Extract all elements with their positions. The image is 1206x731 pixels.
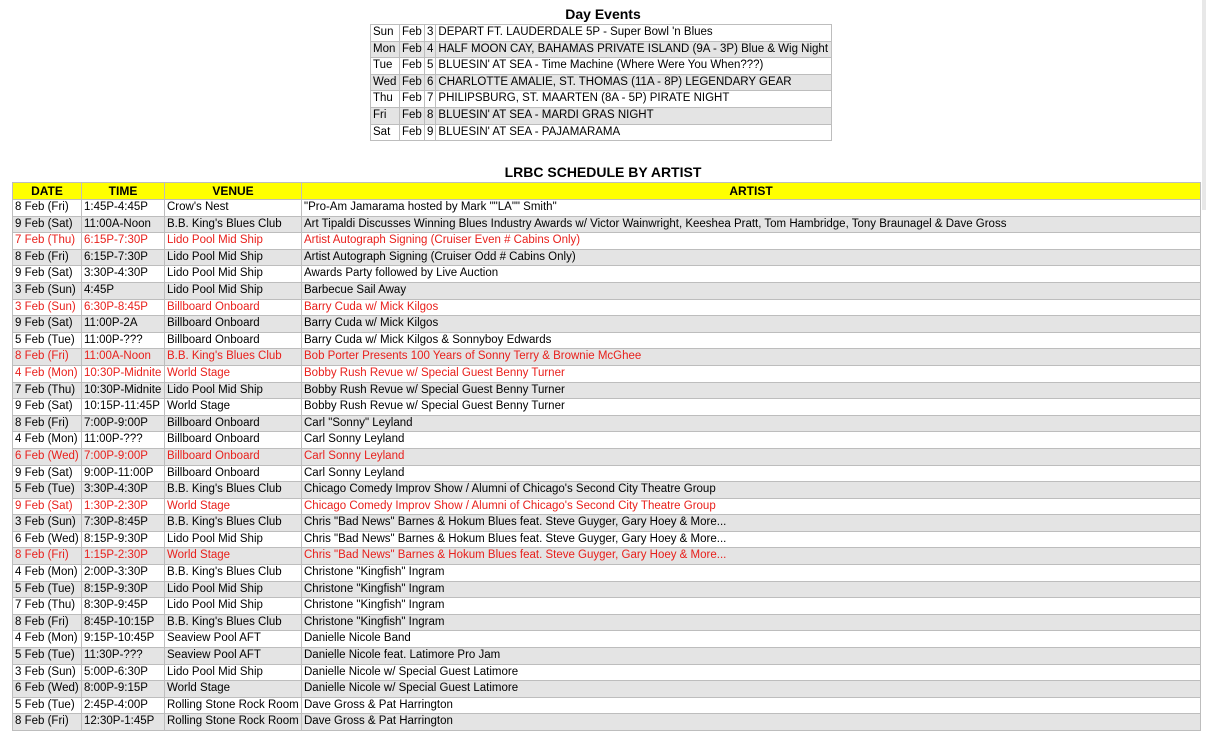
- venue-cell[interactable]: Crow's Nest: [165, 200, 302, 217]
- day-number-cell[interactable]: 9: [425, 124, 436, 141]
- artist-cell[interactable]: "Pro-Am Jamarama hosted by Mark ""LA"" Smith": [302, 200, 1201, 217]
- venue-cell[interactable]: World Stage: [165, 365, 302, 382]
- schedule-row: [13, 200, 1201, 217]
- month-cell[interactable]: Feb: [400, 74, 425, 91]
- date-cell[interactable]: 7 Feb (Thu): [13, 598, 82, 615]
- time-cell[interactable]: 11:00A-Noon: [82, 216, 165, 233]
- date-cell[interactable]: 8 Feb (Fri): [13, 415, 82, 432]
- time-cell[interactable]: 8:45P-10:15P: [82, 614, 165, 631]
- month-cell[interactable]: Feb: [400, 91, 425, 108]
- schedule-row: [13, 216, 1201, 233]
- date-cell[interactable]: 3 Feb (Sun): [13, 282, 82, 299]
- date-cell[interactable]: 9 Feb (Sat): [13, 498, 82, 515]
- schedule-row: [13, 548, 1201, 565]
- event-cell[interactable]: HALF MOON CAY, BAHAMAS PRIVATE ISLAND (9A - 3P) Blue & Wig Night: [436, 41, 832, 58]
- venue-cell[interactable]: B.B. King's Blues Club: [165, 482, 302, 499]
- artist-cell[interactable]: Chris "Bad News" Barnes & Hokum Blues feat. Steve Guyger, Gary Hoey & More...: [302, 531, 1201, 548]
- date-cell[interactable]: 4 Feb (Mon): [13, 365, 82, 382]
- venue-cell[interactable]: Rolling Stone Rock Room: [165, 697, 302, 714]
- schedule-row: [13, 282, 1201, 299]
- time-cell[interactable]: 7:00P-9:00P: [82, 415, 165, 432]
- artist-cell[interactable]: Chicago Comedy Improv Show / Alumni of Chicago's Second City Theatre Group: [302, 498, 1201, 515]
- schedule-row: [13, 448, 1201, 465]
- day-of-week-cell[interactable]: Wed: [371, 74, 400, 91]
- time-cell[interactable]: 8:00P-9:15P: [82, 681, 165, 698]
- venue-cell[interactable]: Seaview Pool AFT: [165, 631, 302, 648]
- date-cell[interactable]: 4 Feb (Mon): [13, 631, 82, 648]
- date-cell[interactable]: 3 Feb (Sun): [13, 299, 82, 316]
- date-cell[interactable]: 5 Feb (Tue): [13, 648, 82, 665]
- venue-cell[interactable]: B.B. King's Blues Club: [165, 349, 302, 366]
- schedule-row: [13, 648, 1201, 665]
- time-cell[interactable]: 11:30P-???: [82, 648, 165, 665]
- date-cell[interactable]: 6 Feb (Wed): [13, 531, 82, 548]
- time-cell[interactable]: 11:00A-Noon: [82, 349, 165, 366]
- vertical-scrollbar[interactable]: [1202, 0, 1206, 210]
- venue-cell[interactable]: B.B. King's Blues Club: [165, 614, 302, 631]
- schedule-row: [13, 482, 1201, 499]
- artist-cell[interactable]: Barbecue Sail Away: [302, 282, 1201, 299]
- artist-column-header[interactable]: ARTIST: [302, 183, 1201, 200]
- date-cell[interactable]: 9 Feb (Sat): [13, 465, 82, 482]
- time-cell[interactable]: 4:45P: [82, 282, 165, 299]
- time-cell[interactable]: 10:30P-Midnite: [82, 382, 165, 399]
- time-cell[interactable]: 2:00P-3:30P: [82, 565, 165, 582]
- venue-cell[interactable]: World Stage: [165, 399, 302, 416]
- date-cell[interactable]: 5 Feb (Tue): [13, 332, 82, 349]
- time-cell[interactable]: 6:15P-7:30P: [82, 233, 165, 250]
- artist-cell[interactable]: Barry Cuda w/ Mick Kilgos: [302, 299, 1201, 316]
- time-cell[interactable]: 6:15P-7:30P: [82, 249, 165, 266]
- venue-cell[interactable]: Billboard Onboard: [165, 332, 302, 349]
- artist-cell[interactable]: Christone "Kingfish" Ingram: [302, 598, 1201, 615]
- time-cell[interactable]: 1:45P-4:45P: [82, 200, 165, 217]
- venue-cell[interactable]: World Stage: [165, 548, 302, 565]
- artist-cell[interactable]: Carl Sonny Leyland: [302, 465, 1201, 482]
- artist-cell[interactable]: Danielle Nicole w/ Special Guest Latimore: [302, 681, 1201, 698]
- date-cell[interactable]: 3 Feb (Sun): [13, 515, 82, 532]
- schedule-row: [13, 399, 1201, 416]
- day-number-cell[interactable]: 5: [425, 58, 436, 75]
- schedule-row: [13, 365, 1201, 382]
- artist-cell[interactable]: Art Tipaldi Discusses Winning Blues Industry Awards w/ Victor Wainwright, Keeshea Pratt, Tom Hambridge, Tony Braunagel & Dave Gross: [302, 216, 1201, 233]
- time-cell[interactable]: 7:30P-8:45P: [82, 515, 165, 532]
- day-number-cell[interactable]: 3: [425, 25, 436, 42]
- month-cell[interactable]: Feb: [400, 124, 425, 141]
- day-of-week-cell[interactable]: Thu: [371, 91, 400, 108]
- artist-cell[interactable]: Carl Sonny Leyland: [302, 448, 1201, 465]
- time-cell[interactable]: 10:15P-11:45P: [82, 399, 165, 416]
- event-cell[interactable]: DEPART FT. LAUDERDALE 5P - Super Bowl 'n Blues: [436, 25, 832, 42]
- schedule-row: [13, 316, 1201, 333]
- schedule-row: [13, 233, 1201, 250]
- schedule-row: [13, 349, 1201, 366]
- day-events-table: [370, 24, 832, 141]
- venue-cell[interactable]: Seaview Pool AFT: [165, 648, 302, 665]
- date-cell[interactable]: 5 Feb (Tue): [13, 482, 82, 499]
- schedule-row: [13, 249, 1201, 266]
- time-cell[interactable]: 12:30P-1:45P: [82, 714, 165, 731]
- day-event-row: [371, 107, 832, 124]
- event-cell[interactable]: BLUESIN' AT SEA - MARDI GRAS NIGHT: [436, 107, 832, 124]
- date-cell[interactable]: 9 Feb (Sat): [13, 266, 82, 283]
- day-of-week-cell[interactable]: Sun: [371, 25, 400, 42]
- date-cell[interactable]: 8 Feb (Fri): [13, 548, 82, 565]
- schedule-header-row: [13, 183, 1201, 200]
- date-cell[interactable]: 8 Feb (Fri): [13, 349, 82, 366]
- venue-column-header[interactable]: VENUE: [165, 183, 302, 200]
- venue-cell[interactable]: Lido Pool Mid Ship: [165, 249, 302, 266]
- time-cell[interactable]: 7:00P-9:00P: [82, 448, 165, 465]
- day-event-row: [371, 41, 832, 58]
- time-cell[interactable]: 8:15P-9:30P: [82, 531, 165, 548]
- date-cell[interactable]: 8 Feb (Fri): [13, 200, 82, 217]
- date-cell[interactable]: 5 Feb (Tue): [13, 697, 82, 714]
- artist-cell[interactable]: Chicago Comedy Improv Show / Alumni of Chicago's Second City Theatre Group: [302, 482, 1201, 499]
- schedule-row: [13, 498, 1201, 515]
- venue-cell[interactable]: Lido Pool Mid Ship: [165, 282, 302, 299]
- date-cell[interactable]: 7 Feb (Thu): [13, 233, 82, 250]
- day-event-row: [371, 124, 832, 141]
- schedule-row: [13, 415, 1201, 432]
- venue-cell[interactable]: Rolling Stone Rock Room: [165, 714, 302, 731]
- day-of-week-cell[interactable]: Tue: [371, 58, 400, 75]
- artist-cell[interactable]: Awards Party followed by Live Auction: [302, 266, 1201, 283]
- time-cell[interactable]: 9:15P-10:45P: [82, 631, 165, 648]
- date-cell[interactable]: 9 Feb (Sat): [13, 399, 82, 416]
- schedule-row: [13, 581, 1201, 598]
- schedule-row: [13, 332, 1201, 349]
- date-cell[interactable]: 5 Feb (Tue): [13, 581, 82, 598]
- schedule-row: [13, 681, 1201, 698]
- time-cell[interactable]: 5:00P-6:30P: [82, 664, 165, 681]
- venue-cell[interactable]: Lido Pool Mid Ship: [165, 382, 302, 399]
- schedule-row: [13, 565, 1201, 582]
- artist-cell[interactable]: Bobby Rush Revue w/ Special Guest Benny Turner: [302, 382, 1201, 399]
- time-cell[interactable]: 1:15P-2:30P: [82, 548, 165, 565]
- day-event-row: [371, 58, 832, 75]
- day-number-cell[interactable]: 6: [425, 74, 436, 91]
- artist-cell[interactable]: Dave Gross & Pat Harrington: [302, 714, 1201, 731]
- time-cell[interactable]: 11:00P-???: [82, 432, 165, 449]
- month-cell[interactable]: Feb: [400, 107, 425, 124]
- artist-cell[interactable]: Bob Porter Presents 100 Years of Sonny Terry & Brownie McGhee: [302, 349, 1201, 366]
- venue-cell[interactable]: Lido Pool Mid Ship: [165, 664, 302, 681]
- time-cell[interactable]: 8:15P-9:30P: [82, 581, 165, 598]
- month-cell[interactable]: Feb: [400, 58, 425, 75]
- date-cell[interactable]: 6 Feb (Wed): [13, 448, 82, 465]
- time-cell[interactable]: 6:30P-8:45P: [82, 299, 165, 316]
- date-cell[interactable]: 9 Feb (Sat): [13, 216, 82, 233]
- date-cell[interactable]: 8 Feb (Fri): [13, 249, 82, 266]
- day-events-title: Day Events: [565, 6, 641, 22]
- date-cell[interactable]: 9 Feb (Sat): [13, 316, 82, 333]
- event-cell[interactable]: BLUESIN' AT SEA - PAJAMARAMA: [436, 124, 832, 141]
- time-cell[interactable]: 10:30P-Midnite: [82, 365, 165, 382]
- schedule-row: [13, 664, 1201, 681]
- artist-cell[interactable]: Danielle Nicole Band: [302, 631, 1201, 648]
- schedule-row: [13, 714, 1201, 731]
- schedule-table: [12, 182, 1201, 731]
- schedule-row: [13, 382, 1201, 399]
- artist-cell[interactable]: Danielle Nicole feat. Latimore Pro Jam: [302, 648, 1201, 665]
- date-column-header[interactable]: DATE: [13, 183, 82, 200]
- artist-cell[interactable]: Carl "Sonny" Leyland: [302, 415, 1201, 432]
- time-cell[interactable]: 1:30P-2:30P: [82, 498, 165, 515]
- artist-cell[interactable]: Chris "Bad News" Barnes & Hokum Blues feat. Steve Guyger, Gary Hoey & More...: [302, 548, 1201, 565]
- artist-cell[interactable]: Barry Cuda w/ Mick Kilgos & Sonnyboy Edwards: [302, 332, 1201, 349]
- time-cell[interactable]: 3:30P-4:30P: [82, 266, 165, 283]
- time-cell[interactable]: 11:00P-2A: [82, 316, 165, 333]
- venue-cell[interactable]: Lido Pool Mid Ship: [165, 598, 302, 615]
- artist-cell[interactable]: Artist Autograph Signing (Cruiser Even # Cabins Only): [302, 233, 1201, 250]
- time-cell[interactable]: 9:00P-11:00P: [82, 465, 165, 482]
- day-of-week-cell[interactable]: Fri: [371, 107, 400, 124]
- venue-cell[interactable]: Billboard Onboard: [165, 448, 302, 465]
- artist-cell[interactable]: Bobby Rush Revue w/ Special Guest Benny Turner: [302, 365, 1201, 382]
- event-cell[interactable]: BLUESIN' AT SEA - Time Machine (Where Were You When???): [436, 58, 832, 75]
- artist-cell[interactable]: Christone "Kingfish" Ingram: [302, 565, 1201, 582]
- day-of-week-cell[interactable]: Sat: [371, 124, 400, 141]
- venue-cell[interactable]: Billboard Onboard: [165, 465, 302, 482]
- time-column-header[interactable]: TIME: [82, 183, 165, 200]
- venue-cell[interactable]: Lido Pool Mid Ship: [165, 581, 302, 598]
- artist-cell[interactable]: Carl Sonny Leyland: [302, 432, 1201, 449]
- day-of-week-cell[interactable]: Mon: [371, 41, 400, 58]
- time-cell[interactable]: 11:00P-???: [82, 332, 165, 349]
- schedule-row: [13, 266, 1201, 283]
- event-cell[interactable]: PHILIPSBURG, ST. MAARTEN (8A - 5P) PIRATE NIGHT: [436, 91, 832, 108]
- month-cell[interactable]: Feb: [400, 41, 425, 58]
- schedule-row: [13, 531, 1201, 548]
- schedule-row: [13, 697, 1201, 714]
- schedule-row: [13, 299, 1201, 316]
- venue-cell[interactable]: Lido Pool Mid Ship: [165, 531, 302, 548]
- artist-cell[interactable]: Christone "Kingfish" Ingram: [302, 581, 1201, 598]
- event-cell[interactable]: CHARLOTTE AMALIE, ST. THOMAS (11A - 8P) LEGENDARY GEAR: [436, 74, 832, 91]
- schedule-row: [13, 598, 1201, 615]
- artist-cell[interactable]: Christone "Kingfish" Ingram: [302, 614, 1201, 631]
- venue-cell[interactable]: World Stage: [165, 681, 302, 698]
- schedule-row: [13, 515, 1201, 532]
- time-cell[interactable]: 8:30P-9:45P: [82, 598, 165, 615]
- schedule-row: [13, 614, 1201, 631]
- day-number-cell[interactable]: 7: [425, 91, 436, 108]
- venue-cell[interactable]: Lido Pool Mid Ship: [165, 233, 302, 250]
- artist-cell[interactable]: Dave Gross & Pat Harrington: [302, 697, 1201, 714]
- venue-cell[interactable]: B.B. King's Blues Club: [165, 515, 302, 532]
- time-cell[interactable]: 2:45P-4:00P: [82, 697, 165, 714]
- schedule-title: LRBC SCHEDULE BY ARTIST: [504, 164, 702, 180]
- artist-cell[interactable]: Bobby Rush Revue w/ Special Guest Benny Turner: [302, 399, 1201, 416]
- venue-cell[interactable]: Lido Pool Mid Ship: [165, 266, 302, 283]
- month-cell[interactable]: Feb: [400, 25, 425, 42]
- venue-cell[interactable]: Billboard Onboard: [165, 415, 302, 432]
- date-cell[interactable]: 4 Feb (Mon): [13, 432, 82, 449]
- date-cell[interactable]: 3 Feb (Sun): [13, 664, 82, 681]
- schedule-row: [13, 465, 1201, 482]
- day-event-row: [371, 91, 832, 108]
- date-cell[interactable]: 8 Feb (Fri): [13, 714, 82, 731]
- venue-cell[interactable]: World Stage: [165, 498, 302, 515]
- day-number-cell[interactable]: 8: [425, 107, 436, 124]
- artist-cell[interactable]: Artist Autograph Signing (Cruiser Odd # Cabins Only): [302, 249, 1201, 266]
- date-cell[interactable]: 4 Feb (Mon): [13, 565, 82, 582]
- artist-cell[interactable]: Danielle Nicole w/ Special Guest Latimore: [302, 664, 1201, 681]
- venue-cell[interactable]: B.B. King's Blues Club: [165, 216, 302, 233]
- date-cell[interactable]: 8 Feb (Fri): [13, 614, 82, 631]
- schedule-row: [13, 432, 1201, 449]
- venue-cell[interactable]: Billboard Onboard: [165, 432, 302, 449]
- venue-cell[interactable]: B.B. King's Blues Club: [165, 565, 302, 582]
- day-number-cell[interactable]: 4: [425, 41, 436, 58]
- artist-cell[interactable]: Chris "Bad News" Barnes & Hokum Blues feat. Steve Guyger, Gary Hoey & More...: [302, 515, 1201, 532]
- venue-cell[interactable]: Billboard Onboard: [165, 299, 302, 316]
- day-event-row: [371, 74, 832, 91]
- day-event-row: [371, 25, 832, 42]
- artist-cell[interactable]: Barry Cuda w/ Mick Kilgos: [302, 316, 1201, 333]
- date-cell[interactable]: 7 Feb (Thu): [13, 382, 82, 399]
- time-cell[interactable]: 3:30P-4:30P: [82, 482, 165, 499]
- date-cell[interactable]: 6 Feb (Wed): [13, 681, 82, 698]
- venue-cell[interactable]: Billboard Onboard: [165, 316, 302, 333]
- schedule-row: [13, 631, 1201, 648]
